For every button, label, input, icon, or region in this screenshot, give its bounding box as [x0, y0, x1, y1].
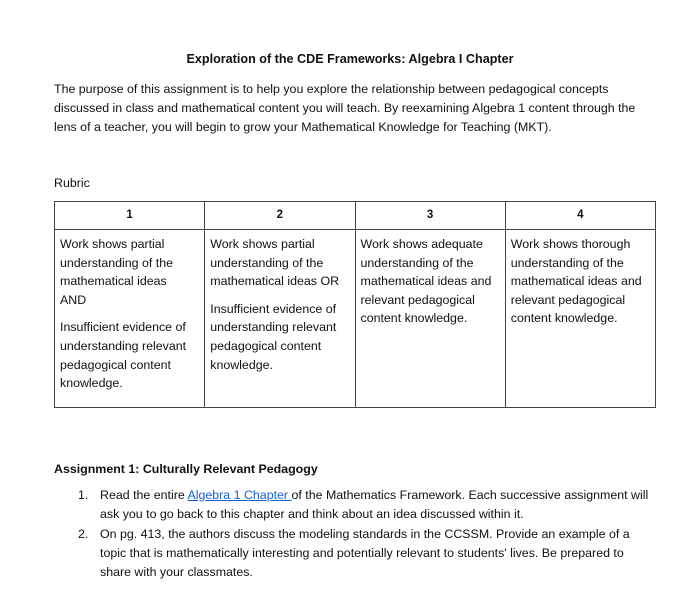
task-1-text-before: Read the entire	[100, 488, 188, 502]
rubric-cell-1-and: AND	[60, 292, 87, 307]
rubric-header-1: 1	[55, 202, 205, 230]
list-item	[54, 486, 654, 524]
rubric-cell-1-part2: Insufficient evidence of understanding relevant pedagogical content knowledge.	[60, 320, 187, 391]
algebra-chapter-link[interactable]: Algebra 1 Chapter	[187, 488, 292, 502]
list-number: 2.	[78, 527, 89, 541]
rubric-table	[54, 201, 656, 408]
assignment-list	[54, 486, 654, 583]
rubric-cell-2	[205, 230, 355, 408]
document-title: Exploration of the CDE Frameworks: Algebra I Chapter	[186, 52, 514, 66]
list-item	[54, 525, 654, 582]
assignment-title: Assignment 1: Culturally Relevant Pedagogy	[54, 462, 318, 476]
task-1-text-after: of the Mathematics Framework. Each successive assignment will ask you to go back to this chapter and think about an idea discussed within it.	[100, 488, 649, 521]
rubric-header-3: 3	[355, 202, 505, 230]
rubric-header-2: 2	[205, 202, 355, 230]
rubric-header-4: 4	[505, 202, 655, 230]
rubric-cell-1-part1: Work shows partial understanding of the mathematical ideas	[60, 237, 173, 289]
task-2-text: On pg. 413, the authors discuss the modeling standards in the CCSSM. Provide an example of a topic that is mathematically interesting and potentially relevant to students' lives. Be prepared to share with your classmates.	[100, 527, 630, 579]
rubric-cell-3-text: Work shows adequate understanding of the mathematical ideas and relevant pedagogical content knowledge.	[360, 237, 492, 326]
rubric-label: Rubric	[54, 176, 90, 190]
intro-paragraph: The purpose of this assignment is to help you explore the relationship between pedagogical concepts discussed in class and mathematical content you will teach. By reexamining Algebra 1 content through the lens of a teacher, you will begin to grow your Mathematical Knowledge for Teaching (MKT).	[54, 82, 636, 134]
rubric-criteria-row	[55, 230, 656, 408]
rubric-cell-4	[505, 230, 655, 408]
rubric-cell-2-part1: Work shows partial understanding of the mathematical ideas OR	[210, 237, 340, 289]
rubric-cell-2-part2: Insufficient evidence of understanding relevant pedagogical content knowledge.	[210, 301, 337, 372]
rubric-cell-4-text: Work shows thorough understanding of the mathematical ideas and relevant pedagogical content knowledge.	[510, 237, 642, 326]
list-number: 1.	[78, 488, 89, 502]
rubric-cell-3	[355, 230, 505, 408]
rubric-cell-1	[55, 230, 205, 408]
rubric-header-row	[55, 202, 656, 230]
